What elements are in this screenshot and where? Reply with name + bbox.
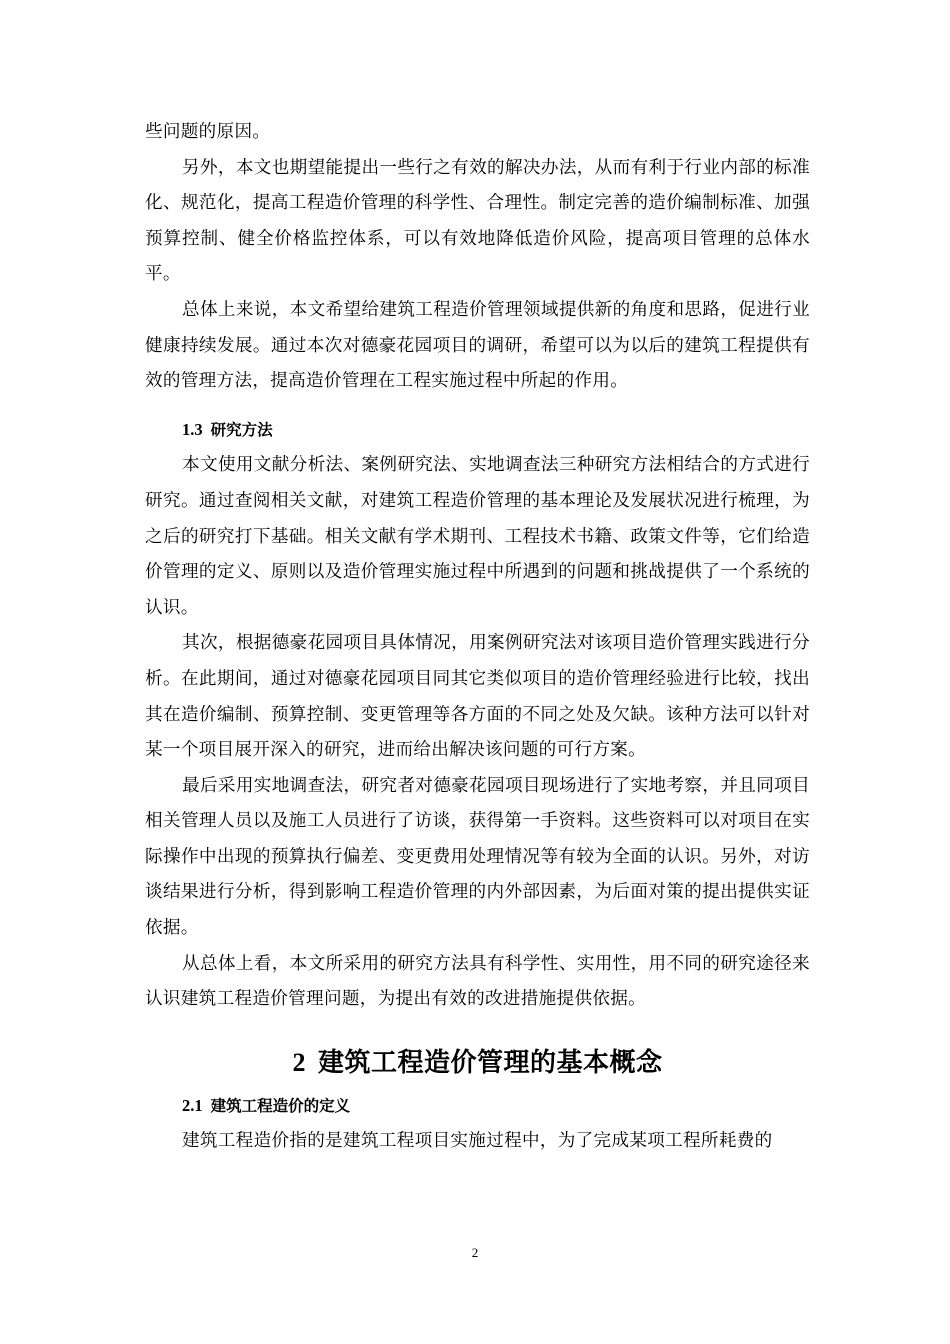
page-number: 2 — [471, 1245, 479, 1260]
paragraph-continuation: 些问题的原因。 — [145, 122, 271, 142]
paragraph-definition: 建筑工程造价指的是建筑工程项目实施过程中，为了完成某项工程所耗费的 — [182, 1131, 773, 1152]
paragraph-method-case: 其次，根据德豪花园项目具体情况，用案例研究法对该项目造价管理实践进行分析。在此期间，通过对德豪花园项目同其它类似项目的造价管理经验进行比较，找出其在造价编制、预算控制、变更管理等各方面的不同之处及欠缺。该种方法可以针对某一个项目展开深入的研究，进而给出解决该问题的可行方案。 — [145, 633, 810, 761]
section-heading-1-3 — [145, 412, 810, 449]
section-heading-2-1 — [145, 1088, 810, 1125]
section-title: 建筑工程造价的定义 — [210, 1096, 351, 1115]
section-number: 2.1 — [182, 1095, 203, 1115]
paragraph-method-conclusion: 从总体上看，本文所采用的研究方法具有科学性、实用性，用不同的研究途径来认识建筑工程造价管理问题，为提出有效的改进措施提供依据。 — [145, 953, 810, 1010]
paragraph-method-field: 最后采用实地调查法，研究者对德豪花园项目现场进行了实地考察，并且同项目相关管理人员以及施工人员进行了访谈，获得第一手资料。这些资料可以对项目在实际操作中出现的预算执行偏差、变更费用处理情况等有较为全面的认识。另外，对访谈结果进行分析，得到影响工程造价管理的内外部因素，为后面对策的提出提供实证依据。 — [145, 775, 810, 939]
page-body — [145, 115, 810, 1160]
chapter-title: 建筑工程造价管理的基本概念 — [317, 1047, 663, 1078]
paragraph-expectation: 另外，本文也期望能提出一些行之有效的解决办法，从而有利于行业内部的标准化、规范化，提高工程造价管理的科学性、合理性。制定完善的造价编制标准、加强预算控制、健全价格监控体系，可以有效地降低造价风险，提高项目管理的总体水平。 — [145, 157, 810, 285]
section-number: 1.3 — [182, 419, 203, 439]
paragraph-summary: 总体上来说，本文希望给建筑工程造价管理领域提供新的角度和思路，促进行业健康持续发展。通过本次对德豪花园项目的调研，希望可以为以后的建筑工程提供有效的管理方法，提高造价管理在工程实施过程中所起的作用。 — [145, 299, 810, 392]
chapter-number: 2 — [292, 1047, 306, 1077]
section-title: 研究方法 — [210, 420, 273, 439]
chapter-heading-2 — [145, 1038, 810, 1088]
paragraph-method-literature: 本文使用文献分析法、案例研究法、实地调查法三种研究方法相结合的方式进行研究。通过查阅相关文献，对建筑工程造价管理的基本理论及发展状况进行梳理，为之后的研究打下基础。相关文献有学术期刊、工程技术书籍、政策文件等，它们给造价管理的定义、原则以及造价管理实施过程中所遇到的问题和挑战提供了一个系统的认识。 — [145, 455, 810, 618]
